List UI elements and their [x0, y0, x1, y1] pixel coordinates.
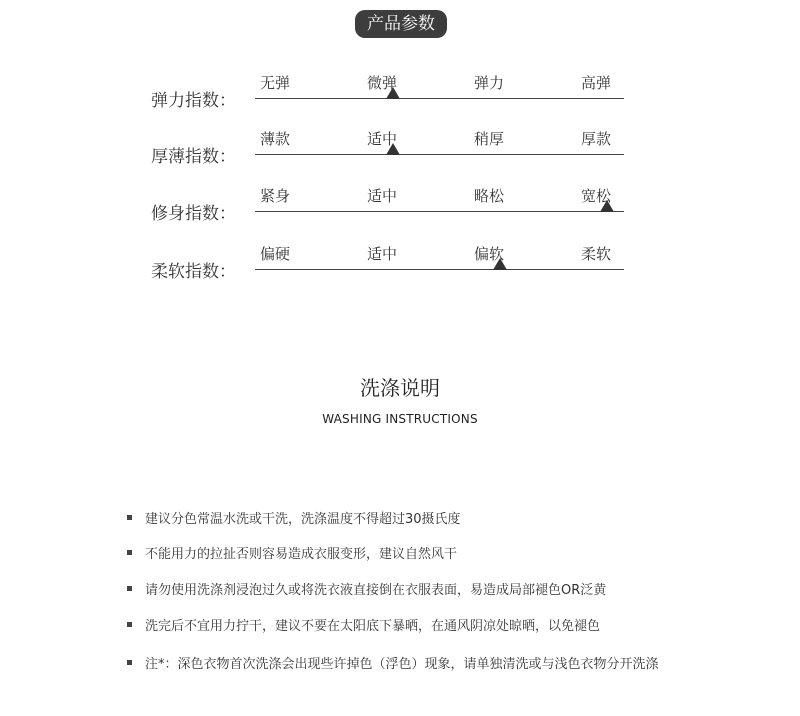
param-option: 弹力	[473, 74, 504, 92]
washing-subtitle: WASHING INSTRUCTIONS	[322, 412, 478, 426]
square-bullet-icon	[127, 515, 132, 520]
param-option: 偏软	[473, 245, 504, 263]
param-scale-line	[255, 269, 624, 270]
note-text: 建议分色常温水洗或干洗，洗涤温度不得超过30摄氏度	[145, 512, 461, 527]
param-option: 高弹	[580, 74, 611, 92]
param-option: 适中	[366, 130, 397, 148]
param-row	[0, 243, 800, 293]
param-scale	[255, 185, 624, 235]
param-row	[0, 185, 800, 235]
param-option: 略松	[473, 187, 504, 205]
param-option: 微弹	[366, 74, 397, 92]
param-option: 紧身	[259, 187, 290, 205]
note-text: 不能用力的拉扯否则容易造成衣服变形，建议自然风干	[145, 547, 458, 562]
param-option: 柔软	[580, 245, 611, 263]
param-option: 厚款	[580, 130, 611, 148]
triangle-marker-icon	[386, 143, 400, 155]
param-scale	[255, 243, 624, 293]
param-option: 薄款	[259, 130, 290, 148]
param-option: 稍厚	[473, 130, 504, 148]
param-label: 柔软指数：	[151, 262, 236, 282]
param-scale	[255, 72, 624, 122]
square-bullet-icon	[127, 660, 132, 665]
param-scale-line	[255, 154, 624, 155]
param-scale-line	[255, 211, 624, 212]
triangle-marker-icon	[493, 258, 507, 270]
param-option: 适中	[366, 187, 397, 205]
param-option: 偏硬	[259, 245, 290, 263]
param-label: 弹力指数：	[151, 91, 236, 111]
param-label: 厚薄指数：	[151, 147, 236, 167]
param-label: 修身指数：	[151, 204, 236, 224]
param-row	[0, 72, 800, 122]
param-option: 无弹	[259, 74, 290, 92]
square-bullet-icon	[127, 622, 132, 627]
square-bullet-icon	[127, 550, 132, 555]
note-text: 洗完后不宜用力拧干，建议不要在太阳底下暴晒，在通风阴凉处晾晒，以免褪色	[145, 619, 601, 634]
note-text: 请勿使用洗涤剂浸泡过久或将洗衣液直接倒在衣服表面，易造成局部褪色OR泛黄	[145, 583, 607, 598]
param-scale	[255, 128, 624, 178]
param-option: 宽松	[580, 187, 611, 205]
param-row	[0, 128, 800, 178]
product-params-badge: 产品参数	[355, 10, 447, 38]
triangle-marker-icon	[600, 200, 614, 212]
param-scale-line	[255, 98, 624, 99]
note-text: 注*：深色衣物首次洗涤会出现些许掉色（浮色）现象，请单独清洗或与浅色衣物分开洗涤	[145, 657, 659, 672]
square-bullet-icon	[127, 586, 132, 591]
param-option: 适中	[366, 245, 397, 263]
washing-title: 洗涤说明	[360, 376, 440, 400]
triangle-marker-icon	[386, 87, 400, 99]
